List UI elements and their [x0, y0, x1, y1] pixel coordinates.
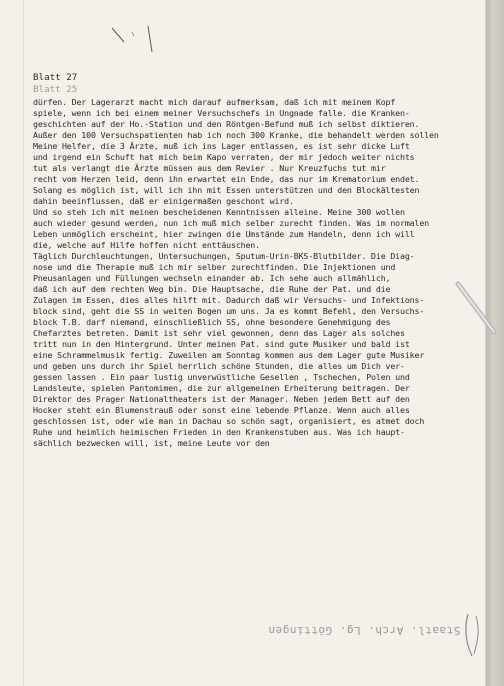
text-line: daß ich auf dem rechten Weg bin. Die Hauptsache, die Ruhe der Pat. und die [33, 284, 391, 294]
text-line: die, welche auf Hilfe hoffen nicht enttäuschen. [33, 240, 260, 250]
faded-sheet-label: Blatt 25 [33, 84, 78, 95]
text-line: gessen lassen . Ein paar lustig unverwüstliche Gesellen , Tschechen, Polen und [33, 372, 410, 382]
text-line: Pneusanlagen und Füllungen wechseln einander ab. Ich sehe auch allmählich, [33, 273, 391, 283]
text-line: dahin beeinflussen, daß er einigermaßen geschont wird. [33, 196, 294, 206]
paperclip-icon [452, 280, 500, 340]
text-line: Landsleute, spielen Pantomimen, die zur allgemeinen Erheiterung beitragen. Der [33, 383, 410, 393]
text-line: eine Schrammelmusik fertig. Zuweilen am Sonntag kommen aus dem Lager gute Musiker [33, 350, 425, 360]
text-line: Zulagen im Essen, dies alles hilft mit. Dadurch daß wir Versuchs- und Infektions- [33, 295, 425, 305]
text-line: block sind, geht die SS in weiten Bogen um uns. Ja es kommt Befehl, den Versuchs- [33, 306, 425, 316]
text-line: spiele, wenn ich bei einem meiner Versuchschefs in Ungnade falle. die Kranken- [33, 108, 410, 118]
text-line: Täglich Durchleuchtungen, Untersuchungen, Sputum-Urin-BKS-Blutbilder. Die Diag- [33, 251, 415, 261]
handwritten-mark-icon [462, 610, 484, 660]
text-line: Leben unmöglich erscheint, hier zwingen die Umstände zum Handeln, denn ich will [33, 229, 415, 239]
text-line: Direktor des Prager Nationaltheaters ist der Manager. Neben jedem Bett auf den [33, 394, 410, 404]
text-line: und geben uns durch ihr Spiel herrlich schöne Stunden, die alles um Dich ver- [33, 361, 405, 371]
sheet-label: Blatt 27 [33, 72, 78, 83]
text-line: dürfen. Der Lagerarzt macht mich darauf aufmerksam, daß ich mit meinem Kopf [33, 97, 396, 107]
text-line: Und so steh ich mit meinen bescheidenen Kenntnissen alleine. Meine 300 wollen [33, 207, 405, 217]
text-line: block T.B. darf niemand, einschließlich SS, ohne besondere Genehmigung des [33, 317, 391, 327]
text-line: Solang es möglich ist, will ich ihn mit Essen unterstützen und den Blockältesten [33, 185, 420, 195]
text-line: tut als verlangt die Ärzte müssen aus dem Revier . Nur Kreuzfuchs tut mir [33, 163, 386, 173]
text-line: und irgend ein Schuft hat mich beim Kapo verraten, der mir jedoch weiter nichts [33, 152, 415, 162]
pen-mark-icon [108, 22, 168, 56]
binding-edge [486, 0, 504, 686]
text-line: recht vom Herzen leid, denn ihn erwartet ein Ende, das nur im Krematorium endet. [33, 174, 420, 184]
text-line: Hocker steht ein Blumenstrauß oder sonst eine lebende Pflanze. Wenn auch alles [33, 405, 410, 415]
text-line: Chefarztes betreten. Damit ist sehr viel gewonnen, denn das Lager als solches [33, 328, 405, 338]
text-line: nose und die Therapie muß ich mir selber zurechtfinden. Die Injektionen und [33, 262, 396, 272]
typed-body-text [33, 97, 453, 449]
text-line: geschichten auf der Ho.-Station und den Röntgen-Befund muß ich selbst diktieren. [33, 119, 420, 129]
text-line: Meine Helfer, die 3 Ärzte, muß ich ins Lager entlassen, es ist sehr dicke Luft [33, 141, 410, 151]
text-line: sächlich bezwecken will, ist, meine Leute vor den [33, 438, 270, 448]
sheet-header [33, 72, 77, 96]
text-line: Ruhe und heimlich heimischen Frieden in den Krankenstuben aus. Was ich haupt- [33, 427, 405, 437]
text-line: auch wieder gesund werden, nun ich muß mich selber zurecht finden. Was im normalen [33, 218, 429, 228]
archive-stamp: Staatl. Arch. Lg. Göttingen [268, 624, 461, 637]
text-line: tritt nun in den Hintergrund. Unter meinen Pat. sind gute Musiker und bald ist [33, 339, 410, 349]
margin-line [23, 0, 24, 686]
text-line: geschlossen ist, oder wie man in Dachau so schön sagt, organisiert, es atmet doch [33, 416, 425, 426]
text-line: Außer den 100 Versuchspatienten hab ich noch 300 Kranke, die behandelt werden sollen [33, 130, 439, 140]
